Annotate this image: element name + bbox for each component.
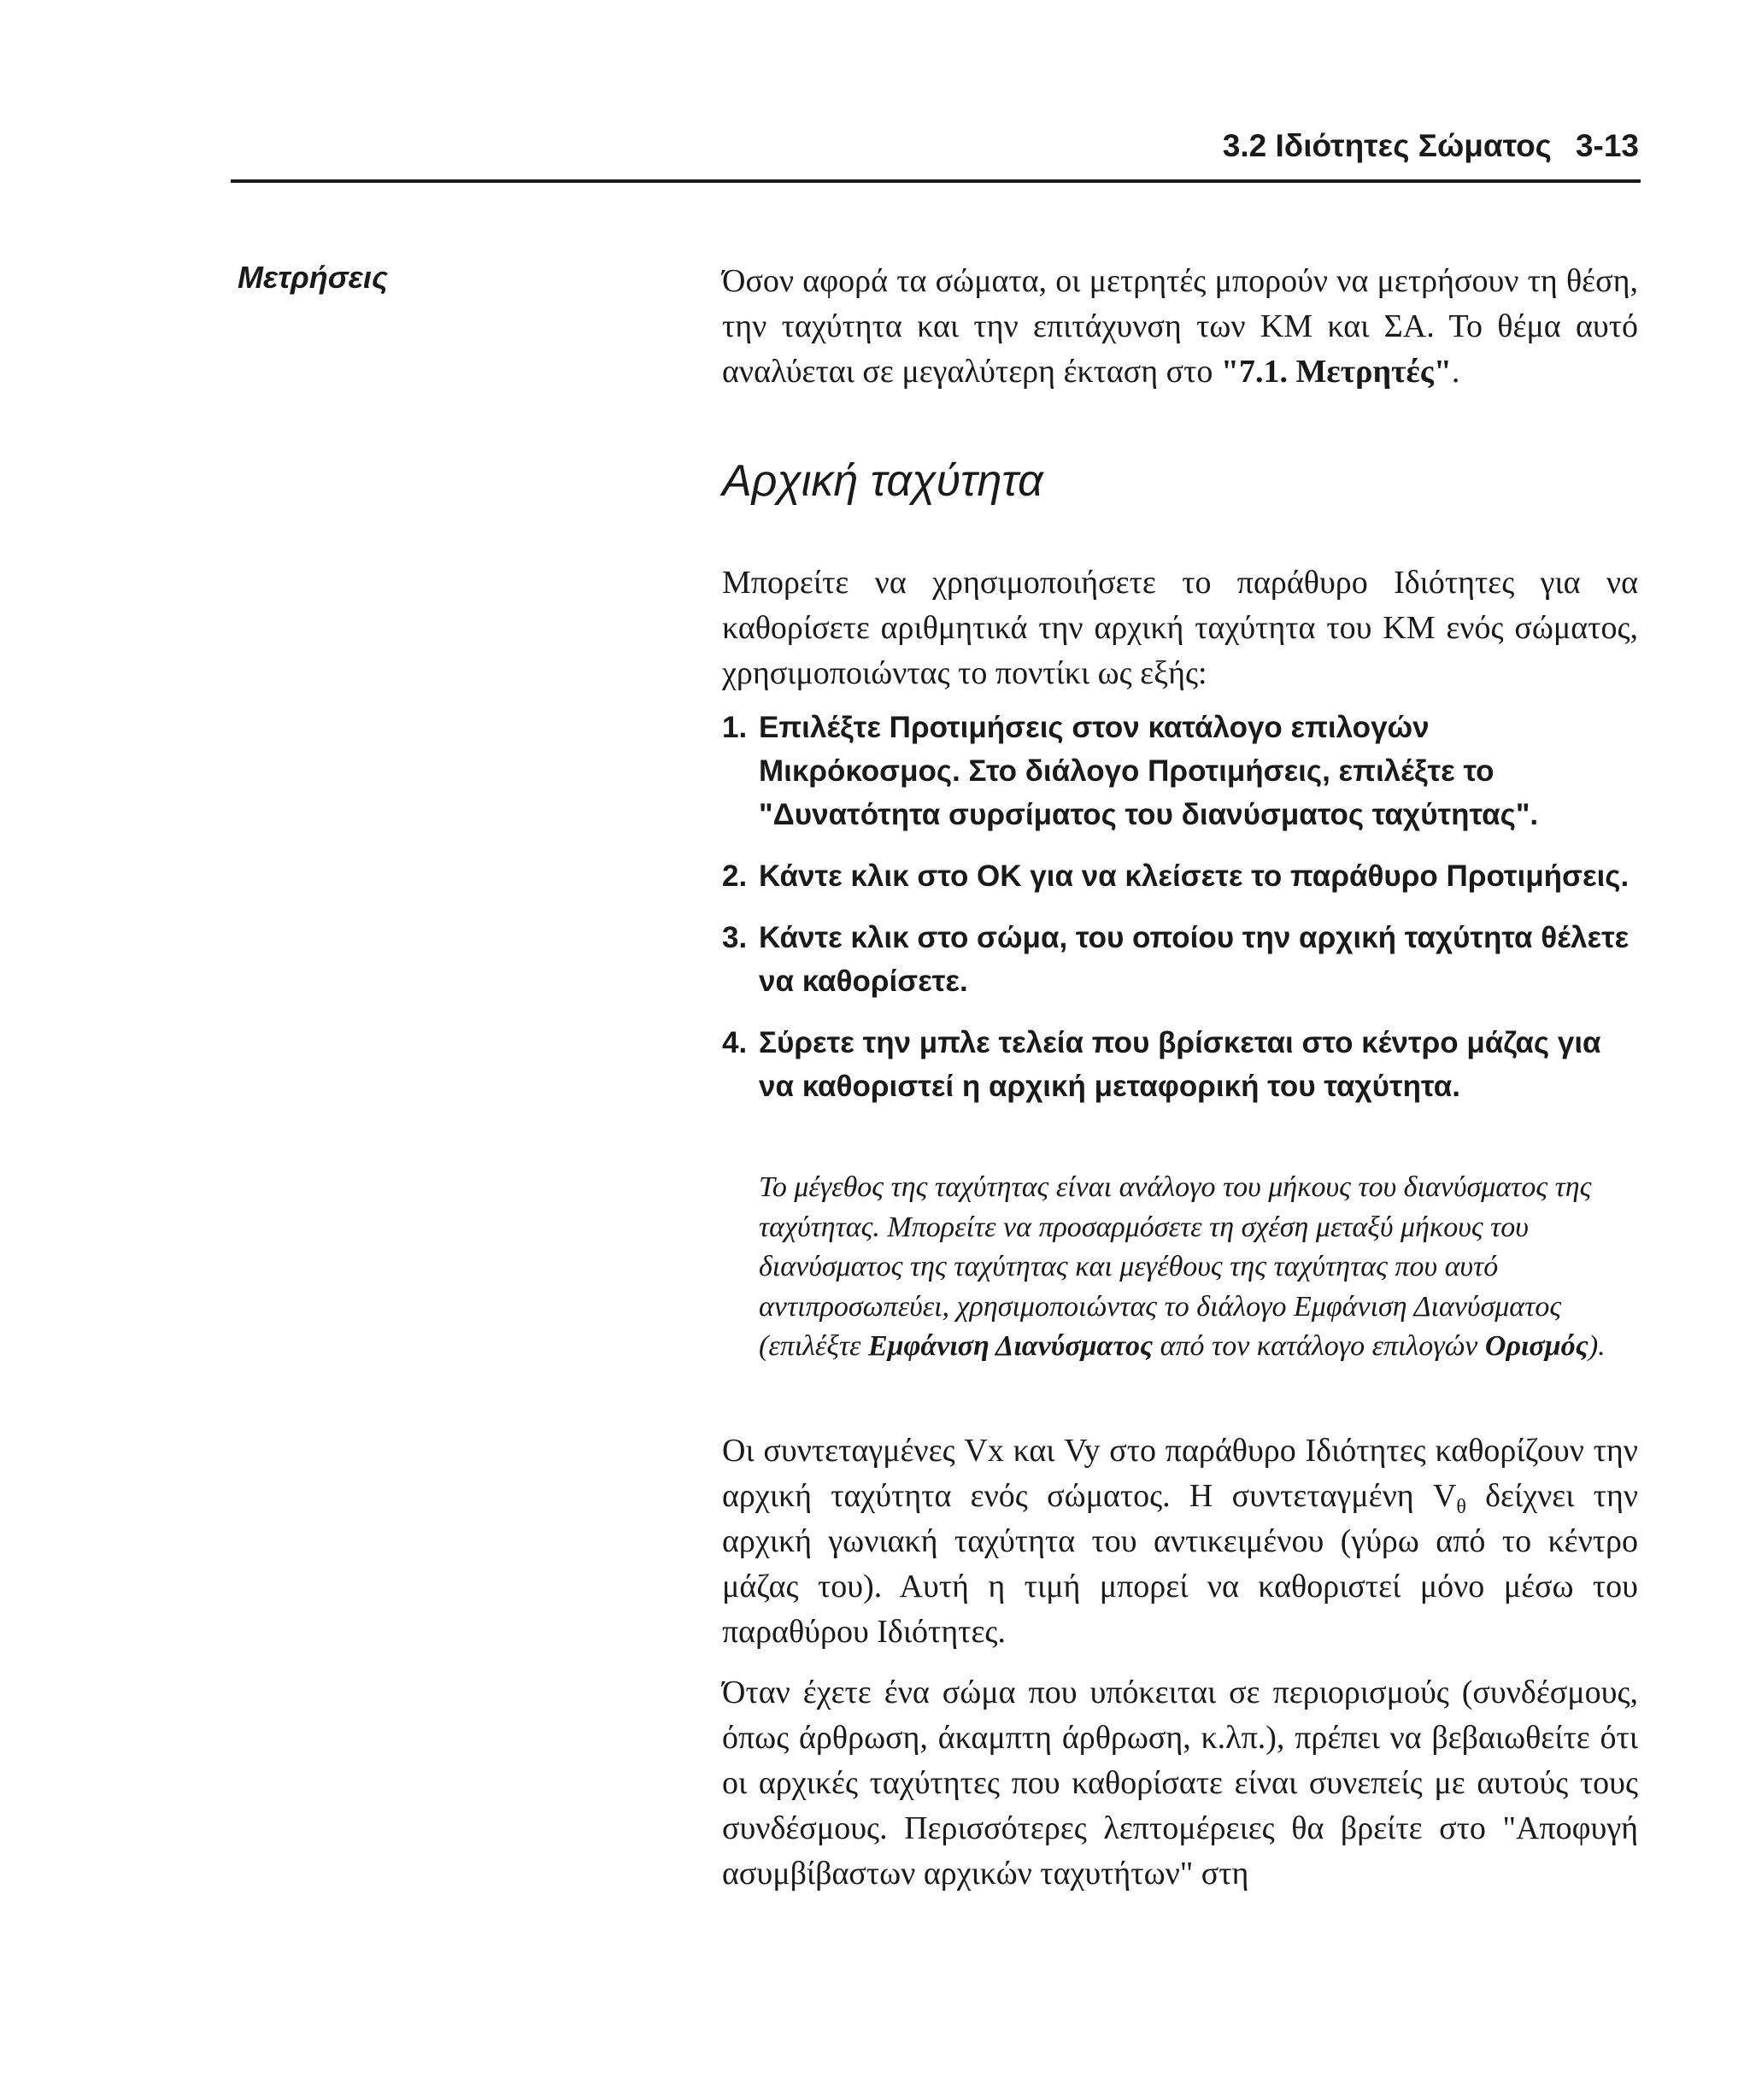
step-text: Κάντε κλικ στο ΟΚ για να κλείσετε το παράθυρο Προτιμήσεις. (759, 859, 1630, 893)
note-paragraph (759, 1168, 1630, 1367)
step-text: Κάντε κλικ στο σώμα, του οποίου την αρχική ταχύτητα θέλετε να καθορίσετε. (759, 921, 1630, 998)
list-item (722, 1021, 1638, 1108)
measurements-text: Όσον αφορά τα σώματα, οι μετρητές μπορούν να μετρήσουν τη θέση, την ταχύτητα και την επιτάχυνση των ΚΜ και ΣΑ. Το θέμα αυτό αναλύεται σε μεγαλύτερη έκταση στο (722, 263, 1638, 390)
header-section-title: 3.2 Ιδιότητες Σώματος (1222, 128, 1552, 163)
coordinates-text: Οι συντεταγμένες Vx και Vy στο παράθυρο Ιδιότητες καθορίζουν την αρχική ταχύτητα ενός σώματος. Η συντεταγμένη V (722, 1433, 1638, 1514)
measurements-paragraph (722, 259, 1638, 395)
theta-subscript: θ (1456, 1496, 1466, 1518)
coordinates-paragraph (722, 1428, 1638, 1655)
intro-paragraph: Μπορείτε να χρησιμοποιήσετε το παράθυρο Ιδιότητες για να καθορίσετε αριθμητικά την αρχική ταχύτητα του ΚΜ ενός σώματος, χρησιμοποιώντας το ποντίκι ως εξής: (722, 565, 1638, 691)
step-number: 3. (722, 921, 748, 954)
constraints-paragraph: Όταν έχετε ένα σώμα που υπόκειται σε περιορισμούς (συνδέσμους, όπως άρθρωση, άκαμπτη άρθρωση, κ.λπ.), πρέπει να βεβαιωθείτε ότι οι αρχικές ταχύτητες που καθορίσατε είναι συνεπείς με αυτούς τους συνδέσμους. Περισσότερες λεπτομέρειες θα βρείτε στο "Αποφυγή ασυμβίβαστων αρχικών ταχυτήτων" στη (722, 1675, 1638, 1892)
note-menu-item: Εμφάνιση Διανύσματος (867, 1330, 1154, 1362)
list-item (722, 854, 1638, 898)
steps-list (722, 706, 1638, 1126)
measurements-end: . (1451, 354, 1460, 390)
list-item (722, 916, 1638, 1003)
note-menu-name: Ορισμός (1484, 1330, 1589, 1362)
step-number: 2. (722, 859, 748, 893)
margin-label: Μετρήσεις (238, 260, 388, 295)
header-rule (231, 179, 1641, 183)
step-number: 4. (722, 1026, 748, 1059)
measurements-reference: "7.1. Μετρητές" (1220, 354, 1452, 390)
note-text: Το μέγεθος της ταχύτητας είναι ανάλογο του μήκους του διανύσματος της ταχύτητας. Μπορείτε να προσαρμόσετε τη σχέση μεταξύ μήκους του διανύσματος της ταχύτητας και μεγέθους της ταχύτητας που αυτό αντιπροσωπεύει, χρησιμοποιώντας το διάλογο Εμφάνιση Διανύσματος (επιλέξτε (759, 1171, 1592, 1362)
running-header (231, 128, 1639, 164)
step-text: Σύρετε την μπλε τελεία που βρίσκεται στο κέντρο μάζας για να καθοριστεί η αρχική μεταφορική του ταχύτητα. (759, 1026, 1601, 1103)
note-text: ). (1588, 1330, 1606, 1362)
step-number: 1. (722, 711, 748, 744)
coordinates-text: δείχνει την αρχική γωνιακή ταχύτητα του αντικειμένου (γύρω από το κέντρο μάζας του). Αυτή η τιμή μπορεί να καθοριστεί μόνο μέσω του παραθύρου Ιδιότητες. (722, 1478, 1639, 1650)
step-text: Επιλέξτε Προτιμήσεις στον κατάλογο επιλογών Μικρόκοσμος. Στο διάλογο Προτιμήσεις, επιλέξτε το "Δυνατότητα συρσίματος του διανύσματος ταχύτητας". (759, 711, 1539, 831)
section-heading: Αρχική ταχύτητα (722, 456, 1043, 506)
page-number: 3-13 (1575, 128, 1639, 163)
note-text: από τον κατάλογο επιλογών (1153, 1330, 1485, 1362)
list-item (722, 706, 1638, 836)
